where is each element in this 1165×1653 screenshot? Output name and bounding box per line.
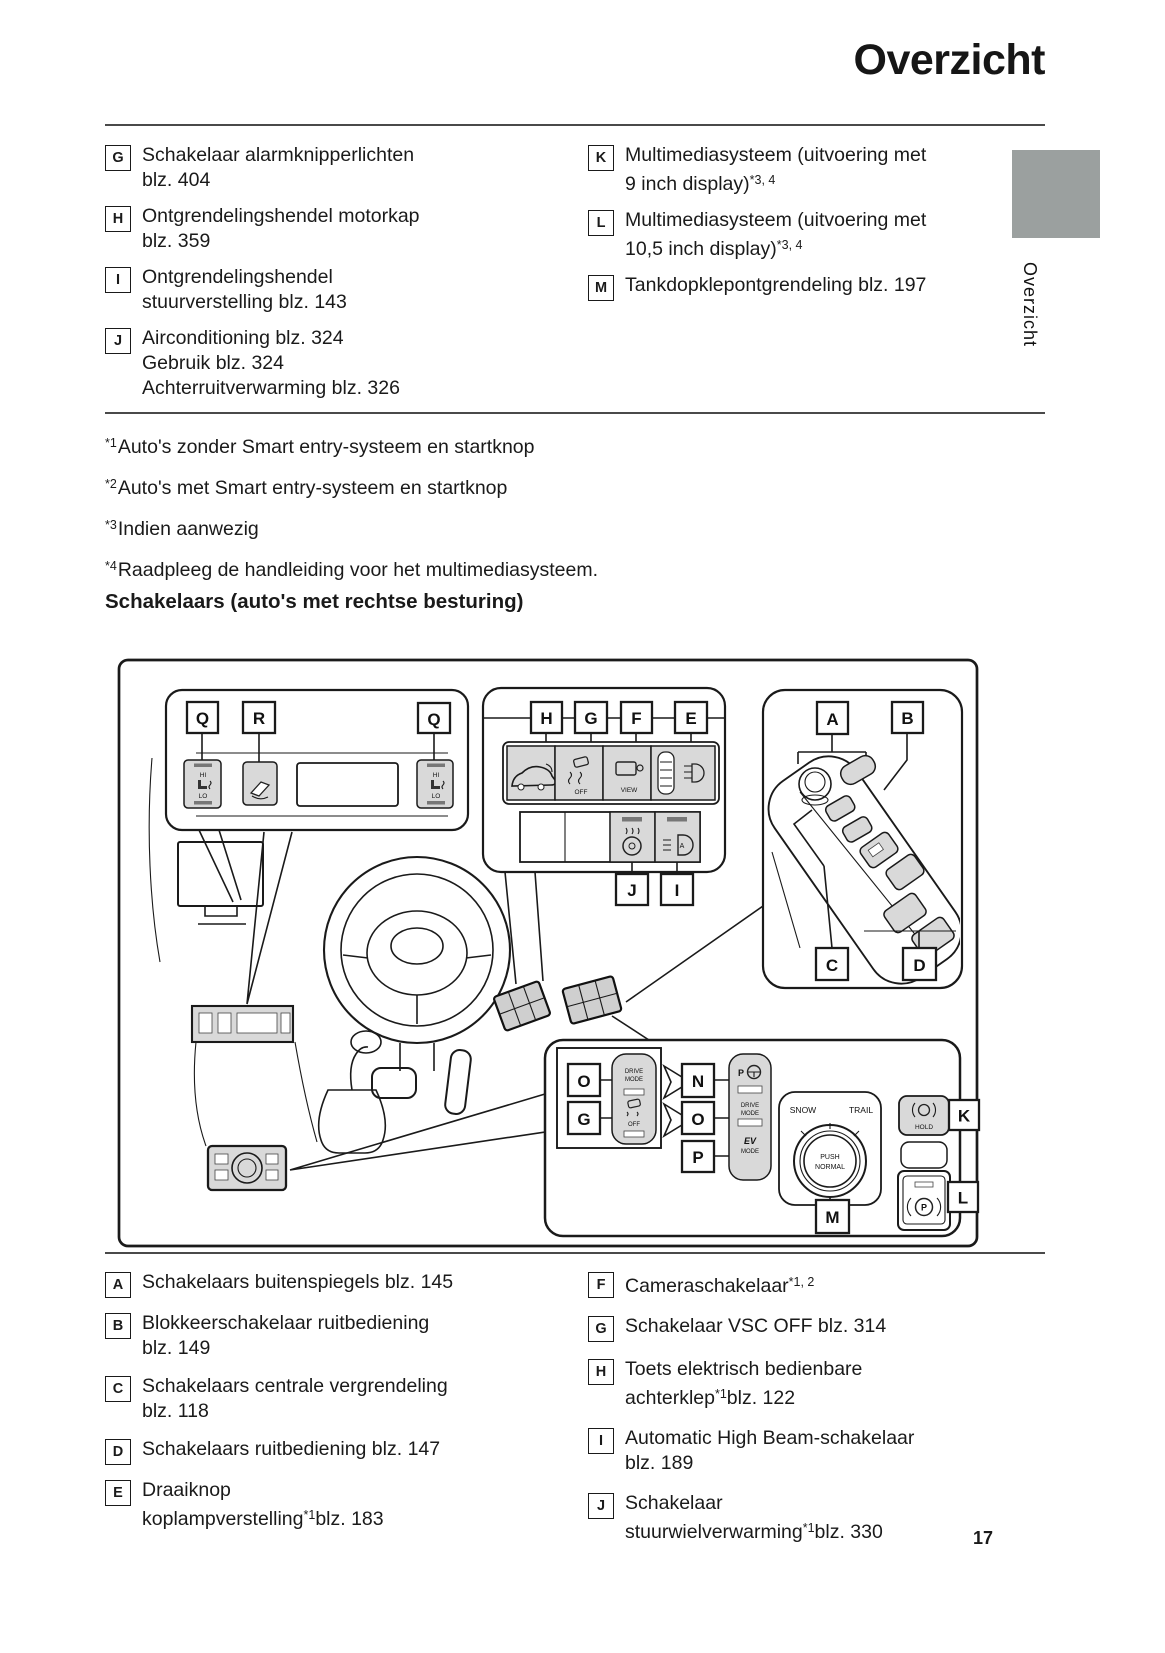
item-line: blz. 404 [142, 169, 211, 191]
list-item-I [105, 265, 570, 315]
item-line: Schakelaar alarmknipperlichten [142, 144, 415, 166]
mode-label: MODE [625, 1077, 643, 1083]
item-key: I [105, 267, 131, 293]
item-key: I [588, 1428, 614, 1454]
item-text [142, 326, 400, 401]
item-text [142, 1311, 429, 1361]
item-text [142, 1437, 440, 1465]
chapter-tab-label: Overzicht [1020, 262, 1040, 348]
list-item-C [105, 1374, 570, 1424]
item-key: H [105, 206, 131, 232]
divider-rule-diagram [105, 1252, 1045, 1254]
headlight-leveling-dial [651, 746, 715, 800]
item-text [625, 1314, 886, 1342]
item-line: blz. 189 [625, 1452, 694, 1474]
list-item-J [105, 326, 570, 401]
callout-j: J [627, 881, 637, 900]
mode-label: MODE [741, 1111, 759, 1117]
snow-label: SNOW [789, 1105, 817, 1115]
callout-g2: G [577, 1110, 591, 1129]
item-line: Automatic High Beam-schakelaar [625, 1427, 915, 1449]
item-line: stuurverstelling blz. 143 [142, 291, 347, 313]
item-text [142, 143, 414, 193]
page-title: Overzicht [853, 36, 1045, 84]
list-item-G2 [588, 1314, 1058, 1342]
item-line: Cameraschakelaar$^{*1, 2}$ [625, 1275, 815, 1297]
item-line: Achterruitverwarming blz. 326 [142, 377, 400, 399]
callout-c: C [825, 956, 839, 975]
list-item-K [588, 143, 1048, 197]
list-item-L [588, 208, 1048, 262]
item-key: M [588, 275, 614, 301]
hold-label: HOLD [914, 1124, 934, 1131]
panel-driver-switches [483, 688, 725, 905]
callout-k: K [957, 1106, 971, 1126]
item-key: L [588, 210, 614, 236]
item-text [142, 1478, 384, 1532]
park-p: P [920, 1202, 928, 1213]
list-item-E [105, 1478, 570, 1532]
callout-q1: Q [195, 709, 210, 728]
item-line: Tankdopklepontgrendeling blz. 197 [625, 274, 927, 296]
vsc-off-button [555, 746, 603, 800]
seat-heater-button-right [417, 760, 453, 808]
item-key: F [588, 1272, 614, 1298]
list-item-H [105, 204, 570, 254]
list-item-A [105, 1270, 570, 1298]
item-key: A [105, 1272, 131, 1298]
callout-l: L [957, 1188, 969, 1208]
list-item-H2 [588, 1357, 1058, 1411]
item-line: Blokkeerschakelaar ruitbediening [142, 1312, 430, 1334]
divider-rule-top [105, 124, 1045, 126]
push-label: PUSH [820, 1154, 840, 1161]
callout-f: F [631, 709, 642, 728]
callout-a: A [826, 710, 839, 729]
list-item-M [588, 273, 1048, 301]
item-line: Multimediasysteem (uitvoering met [625, 209, 927, 231]
item-line: blz. 149 [142, 1337, 211, 1359]
item-line: Ontgrendelingshendel motorkap [142, 205, 420, 227]
callout-b: B [901, 709, 914, 728]
list-item-F [588, 1270, 1058, 1299]
brake-hold-button [899, 1096, 949, 1135]
callout-o1: O [577, 1072, 591, 1091]
item-text [625, 1270, 814, 1299]
item-text [625, 1426, 914, 1476]
item-line: koplampverstelling$^{*1}$blz. 183 [142, 1508, 384, 1530]
item-text [625, 208, 926, 262]
footnote-3: $^{*3}$Indien aanwezig [105, 518, 259, 540]
ev-label: EV [743, 1136, 757, 1146]
item-line: Toets elektrisch bedienbare [625, 1358, 863, 1380]
item-key: D [105, 1439, 131, 1465]
item-key: J [105, 328, 131, 354]
drive-mode-strip-tall [729, 1054, 771, 1180]
item-text [625, 1357, 862, 1411]
steering-heater-button [610, 812, 655, 862]
item-text [625, 273, 926, 301]
item-text [142, 1374, 448, 1424]
drive-label: DRIVE [624, 1069, 644, 1075]
footnote-2: $^{*2}$Auto's met Smart entry-systeem en startknop [105, 477, 508, 499]
item-line: Airconditioning blz. 324 [142, 327, 344, 349]
callout-i: I [674, 881, 680, 900]
bottom-list-right-column [588, 1270, 1058, 1545]
camera-view-button [603, 746, 651, 800]
footnotes [105, 431, 598, 583]
callout-g: G [584, 709, 598, 728]
item-line: Gebruik blz. 324 [142, 352, 284, 374]
p-label: P [737, 1068, 745, 1078]
item-line: Schakelaar VSC OFF blz. 314 [625, 1315, 887, 1337]
panel-seat-heater-switches [166, 690, 468, 830]
item-line: Schakelaars ruitbediening blz. 147 [142, 1438, 441, 1460]
normal-label: NORMAL [815, 1164, 845, 1171]
item-key: H [588, 1359, 614, 1385]
item-line: blz. 359 [142, 230, 211, 252]
item-key: J [588, 1493, 614, 1519]
item-line: Schakelaars buitenspiegels blz. 145 [142, 1271, 454, 1293]
drive-mode-select-knob [779, 1092, 881, 1205]
auto-high-beam-button [655, 812, 700, 862]
list-item-B [105, 1311, 570, 1361]
trail-label: TRAIL [848, 1105, 874, 1115]
item-line: Schakelaars centrale vergrendeling [142, 1375, 448, 1397]
item-key: B [105, 1313, 131, 1339]
callout-d: D [913, 956, 926, 975]
item-line: blz. 118 [142, 1400, 209, 1422]
item-line: Ontgrendelingshendel [142, 266, 333, 288]
top-list-right-column [588, 143, 1048, 301]
mirror-fold-button [243, 762, 277, 805]
ahb-a: A [679, 843, 685, 850]
item-line: Schakelaar [625, 1492, 723, 1514]
hi-label: HI [432, 772, 440, 779]
lo-label: LO [431, 793, 441, 800]
seat-heater-button-left [184, 760, 221, 808]
view-label: VIEW [620, 787, 638, 794]
top-list-left-column [105, 143, 570, 401]
list-item-G [105, 143, 570, 193]
item-line: achterklep$^{*1}$blz. 122 [625, 1387, 796, 1409]
off-label: OFF [574, 789, 588, 796]
divider-rule-list [105, 412, 1045, 414]
switch-location-diagram [112, 652, 990, 1252]
drive-mode-strip-small [612, 1054, 656, 1144]
item-key: E [105, 1480, 131, 1506]
panel-center-console [545, 1040, 979, 1236]
item-line: 9 inch display)$^{*3, 4}$ [625, 173, 776, 195]
item-text [625, 1491, 883, 1545]
list-item-I2 [588, 1426, 1058, 1476]
tailgate-button [507, 746, 556, 800]
callout-h: H [540, 709, 553, 728]
item-text [142, 1270, 453, 1298]
item-key: G [105, 145, 131, 171]
item-text [142, 204, 420, 254]
item-text [625, 143, 926, 197]
item-text [142, 265, 347, 315]
item-line: Draaiknop [142, 1479, 231, 1501]
page-number: 17 [972, 1528, 993, 1548]
drive-label: DRIVE [740, 1103, 760, 1109]
lo-label: LO [198, 793, 208, 800]
panel-door-switches [755, 690, 975, 997]
list-item-D [105, 1437, 570, 1465]
section-heading: Schakelaars (auto's met rechtse besturing) [105, 590, 524, 613]
callout-r: R [252, 709, 266, 728]
item-line: stuurwielverwarming$^{*1}$blz. 330 [625, 1521, 883, 1543]
footnote-4: $^{*4}$Raadpleeg de handleiding voor het multimediasysteem. [105, 559, 599, 581]
callout-o2: O [691, 1110, 705, 1129]
callout-m: M [825, 1208, 840, 1227]
item-key: K [588, 145, 614, 171]
item-line: Multimediasysteem (uitvoering met [625, 144, 927, 166]
item-key: G [588, 1316, 614, 1342]
item-key: C [105, 1376, 131, 1402]
callout-e: E [685, 709, 697, 728]
callout-n: N [691, 1072, 705, 1091]
off-label: OFF [628, 1122, 640, 1128]
callout-q2: Q [427, 710, 441, 729]
display-slot [297, 763, 398, 806]
bottom-list-left-column [105, 1270, 570, 1532]
hi-label: HI [199, 772, 207, 779]
footnote-1: $^{*1}$Auto's zonder Smart entry-systeem en startknop [105, 436, 535, 458]
callout-p: P [692, 1148, 704, 1167]
mode-label: MODE [741, 1149, 759, 1155]
item-line: 10,5 inch display)$^{*3, 4}$ [625, 238, 803, 260]
